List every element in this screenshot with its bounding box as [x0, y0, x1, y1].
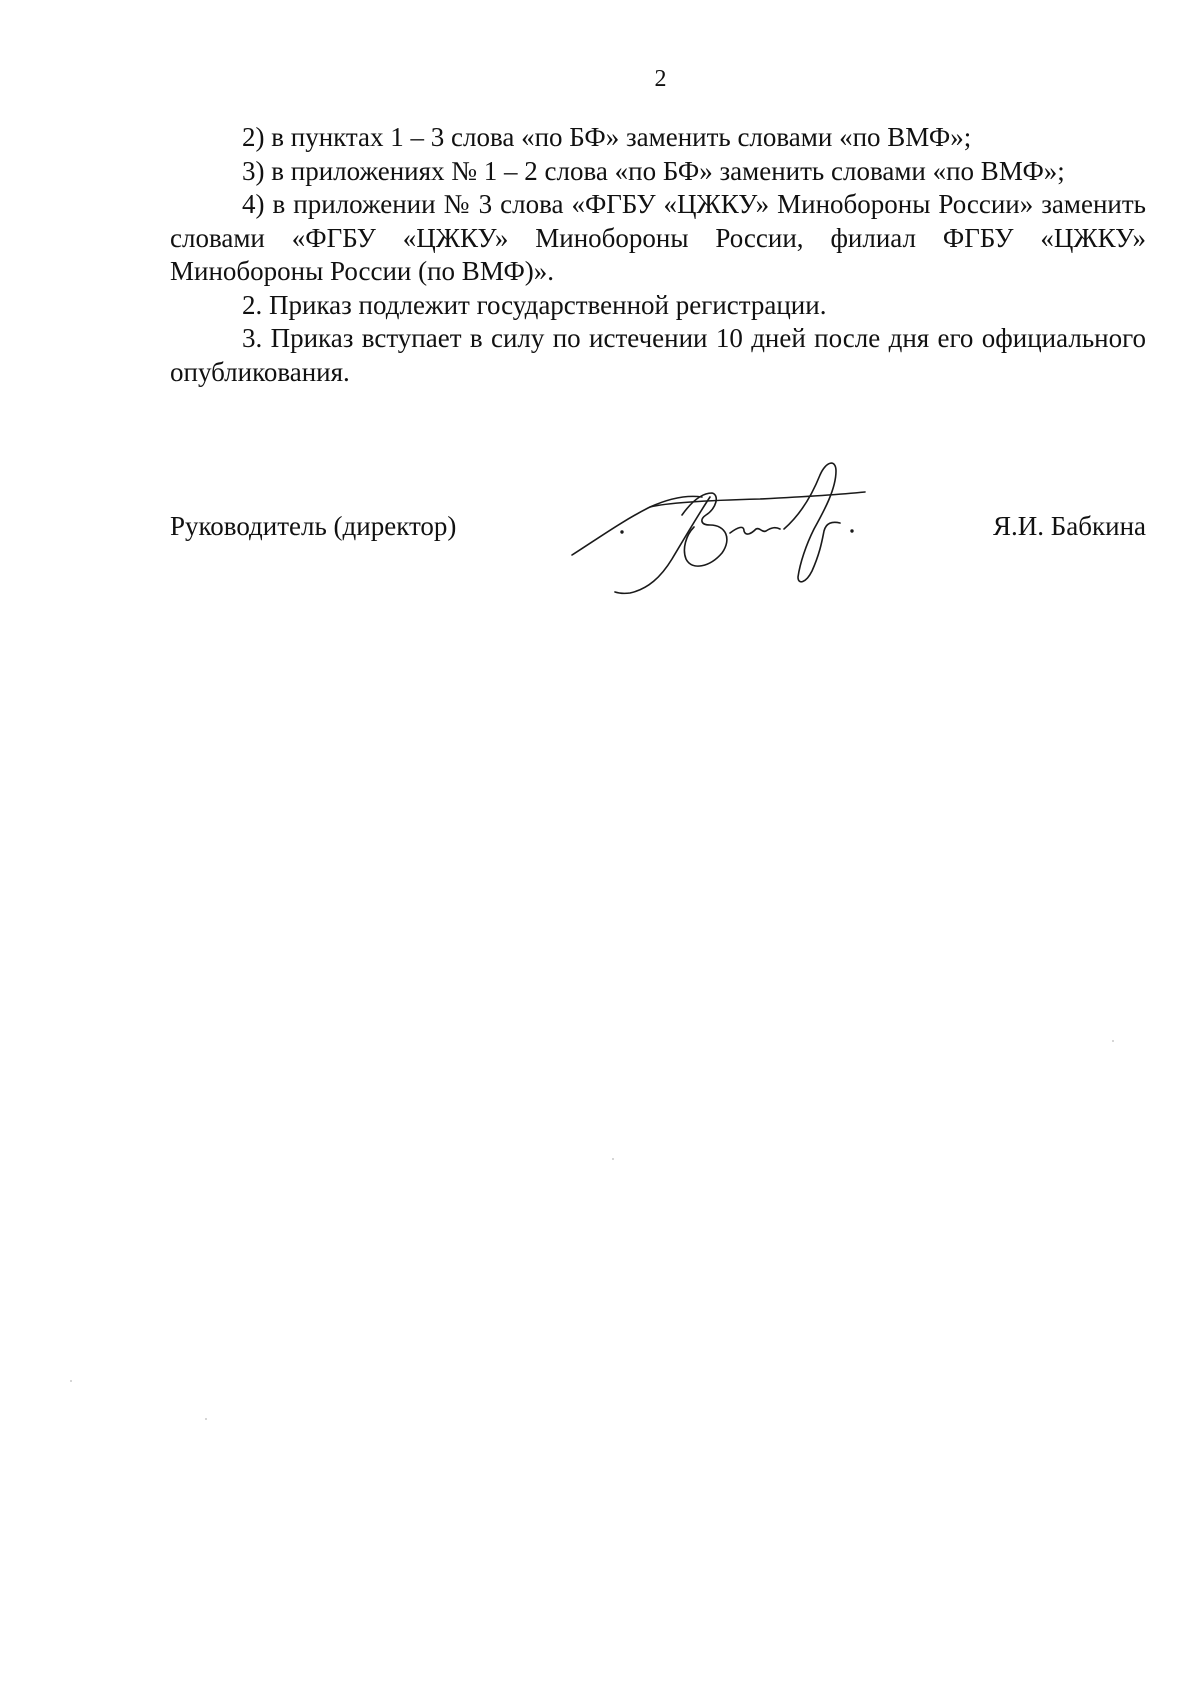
signer-name: Я.И. Бабкина — [993, 511, 1146, 541]
scan-speck — [612, 1158, 614, 1160]
paragraph-registration: 2. Приказ подлежит государственной регистрации. — [242, 289, 827, 320]
paragraph-effective-date: 3. Приказ вступает в силу по истечении 10 дней после дня его официального опубликования. — [170, 323, 1146, 387]
scan-speck — [70, 1380, 72, 1382]
page-number: 2 — [654, 66, 667, 92]
scan-speck — [1112, 1040, 1114, 1042]
document-body — [170, 121, 1146, 389]
signer-position: Руководитель (директор) — [170, 511, 457, 541]
paragraph-amendment-3: 3) в приложениях № 1 – 2 слова «по БФ» заменить словами «по ВМФ»; — [242, 155, 1065, 186]
paragraph-amendment-4: 4) в приложении № 3 слова «ФГБУ «ЦЖКУ» Минобороны России» заменить словами «ФГБУ «ЦЖКУ» Минобороны России, филиал ФГБУ «ЦЖКУ» Минобороны России (по ВМФ)». — [170, 189, 1146, 286]
handwritten-signature — [560, 455, 880, 595]
scan-speck — [205, 1418, 207, 1420]
paragraph-amendment-2: 2) в пунктах 1 – 3 слова «по БФ» заменить словами «по ВМФ»; — [242, 122, 972, 152]
